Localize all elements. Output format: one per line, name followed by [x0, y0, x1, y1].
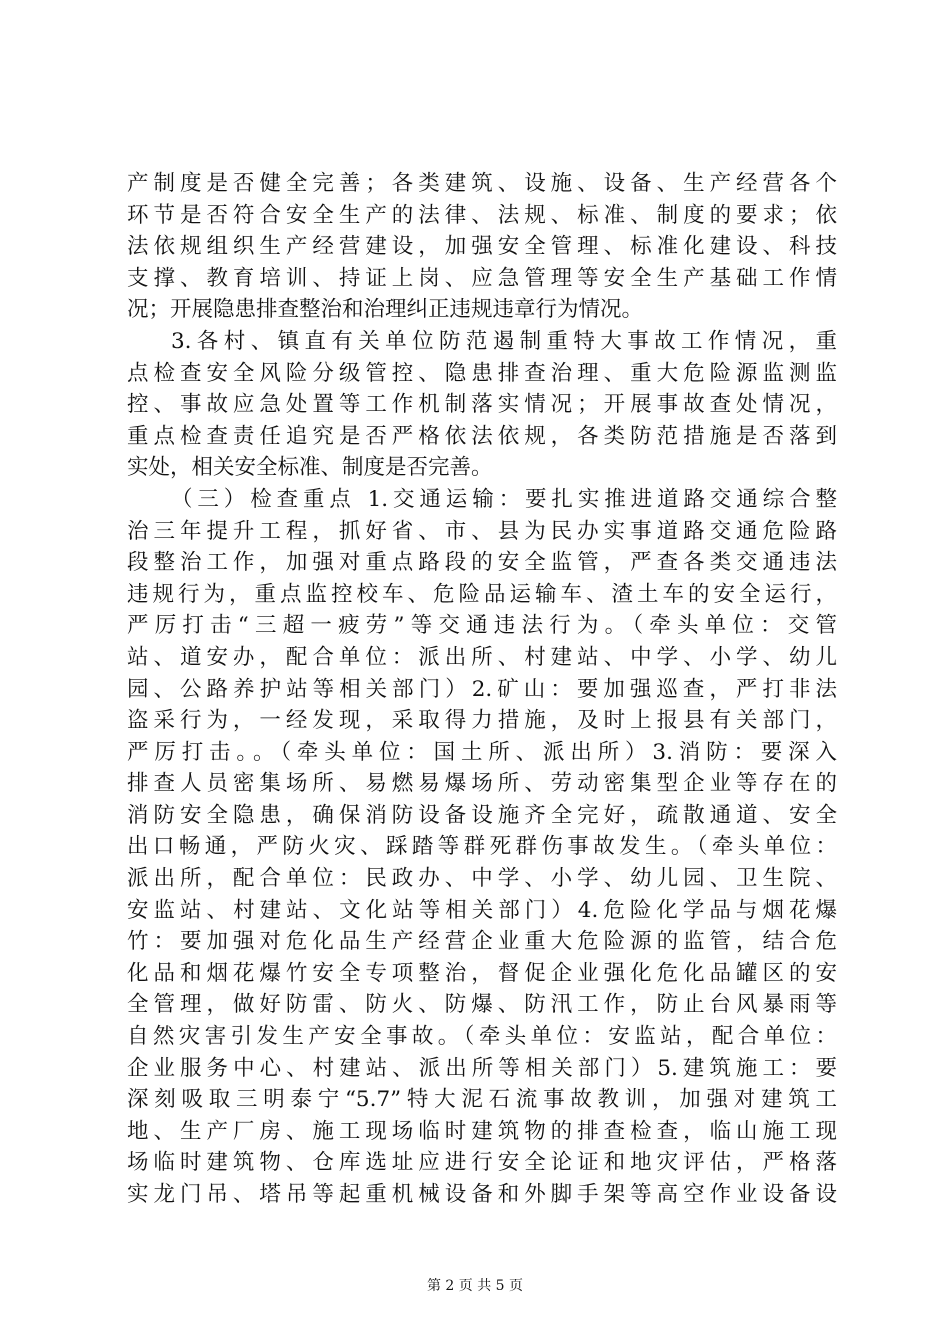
- text-line: 况；开展隐患排查整治和治理纠正违规违章行为情况。: [127, 297, 644, 323]
- text-line: 企业服务中心、村建站、派出所等相关部门）5.建筑施工：要: [127, 1055, 837, 1081]
- text-line: 点检查安全风险分级管控、隐患排查治理、重大危险源监测监: [127, 360, 837, 386]
- text-line: 实龙门吊、塔吊等起重机械设备和外脚手架等高空作业设备设: [127, 1182, 837, 1207]
- text-line: 重点检查责任追究是否严格依法依规，各类防范措施是否落到: [127, 423, 837, 449]
- text-line: 严厉打击“三超一疲劳”等交通违法行为。（牵头单位：交管: [127, 613, 837, 639]
- text-line: 严厉打击。。（牵头单位：国土所、派出所）3.消防：要深入: [127, 739, 837, 765]
- text-line: 段整治工作，加强对重点路段的安全监管，严查各类交通违法: [127, 550, 837, 576]
- text-line: 自然灾害引发生产安全事故。（牵头单位：安监站，配合单位：: [127, 1024, 837, 1050]
- text-line: 消防安全隐患，确保消防设备设施齐全完好，疏散通道、安全: [127, 802, 837, 828]
- text-line: 法依规组织生产经营建设，加强安全管理、标准化建设、科技: [127, 234, 837, 260]
- document-body: [127, 168, 837, 1211]
- text-line: （三）检查重点 1.交通运输：要扎实推进道路交通综合整: [171, 486, 837, 512]
- text-line: 支撑、教育培训、持证上岗、应急管理等安全生产基础工作情: [127, 265, 837, 291]
- text-line: 竹：要加强对危化品生产经营企业重大危险源的监管，结合危: [127, 929, 837, 955]
- text-line: 出口畅通，严防火灾、踩踏等群死群伤事故发生。（牵头单位：: [127, 834, 837, 860]
- text-line: 盗采行为，一经发现，采取得力措施，及时上报县有关部门，: [127, 708, 837, 734]
- text-line: 实处，相关安全标准、制度是否完善。: [127, 455, 493, 481]
- text-line: 派出所，配合单位：民政办、中学、小学、幼儿园、卫生院、: [127, 866, 837, 892]
- text-line: 违规行为，重点监控校车、危险品运输车、渣土车的安全运行，: [127, 581, 837, 607]
- text-line: 全管理，做好防雷、防火、防爆、防汛工作，防止台风暴雨等: [127, 992, 837, 1018]
- text-line: 地、生产厂房、施工现场临时建筑物的排查检查，临山施工现: [127, 1118, 837, 1144]
- text-line: 园、公路养护站等相关部门）2.矿山：要加强巡查，严打非法: [127, 676, 837, 702]
- text-line: 深刻吸取三明泰宁“5.7”特大泥石流事故教训，加强对建筑工: [127, 1087, 837, 1113]
- text-line: 排查人员密集场所、易燃易爆场所、劳动密集型企业等存在的: [127, 771, 837, 797]
- text-line: 安监站、村建站、文化站等相关部门）4.危险化学品与烟花爆: [127, 897, 837, 923]
- text-line: 控、事故应急处置等工作机制落实情况；开展事故查处情况，: [127, 392, 837, 418]
- text-line: 环节是否符合安全生产的法律、法规、标准、制度的要求；依: [127, 202, 837, 228]
- text-line: 治三年提升工程，抓好省、市、县为民办实事道路交通危险路: [127, 518, 837, 544]
- text-line: 场临时建筑物、仓库选址应进行安全论证和地灾评估，严格落: [127, 1150, 837, 1176]
- text-line: 产制度是否健全完善；各类建筑、设施、设备、生产经营各个: [127, 171, 837, 196]
- text-line: 站、道安办，配合单位：派出所、村建站、中学、小学、幼儿: [127, 644, 837, 670]
- text-line: 3.各村、镇直有关单位防范遏制重特大事故工作情况，重: [171, 328, 837, 354]
- page-number-label: 第 2 页 共 5 页: [426, 1278, 524, 1294]
- text-line: 化品和烟花爆竹安全专项整治，督促企业强化危化品罐区的安: [127, 960, 837, 986]
- page-footer: [0, 1276, 950, 1296]
